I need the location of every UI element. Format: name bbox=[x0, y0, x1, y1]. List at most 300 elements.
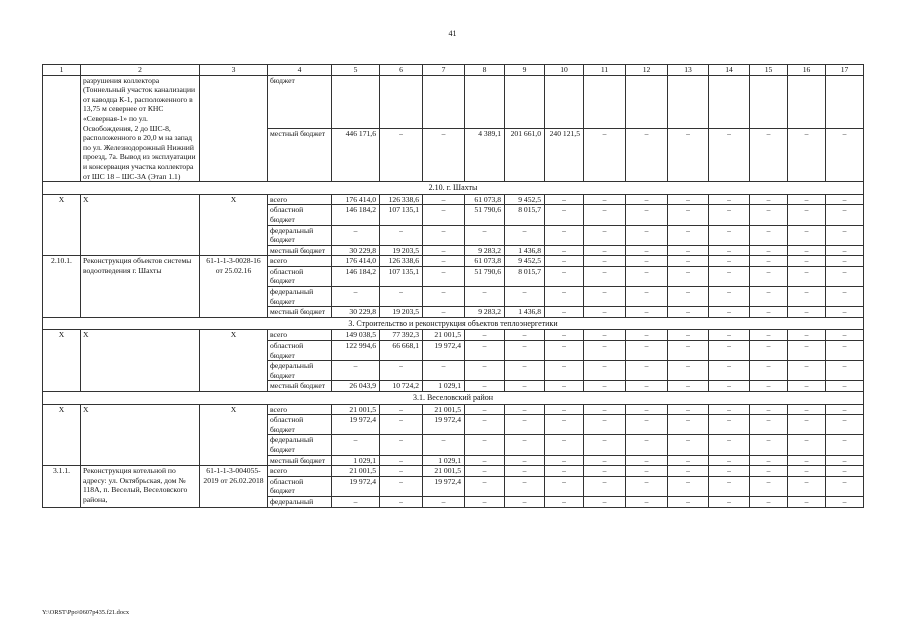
value-cell: 51 790,6 bbox=[465, 205, 505, 225]
value-cell: 51 790,6 bbox=[465, 266, 505, 286]
value-cell: – bbox=[545, 330, 584, 341]
value-cell: – bbox=[788, 128, 826, 181]
value-cell: 9 283,2 bbox=[465, 245, 505, 256]
funding-source-cell: местный бюджет bbox=[268, 307, 332, 318]
value-cell: – bbox=[750, 245, 788, 256]
value-cell: – bbox=[826, 361, 864, 381]
value-cell: – bbox=[709, 404, 750, 415]
value-cell: – bbox=[826, 307, 864, 318]
value-cell: – bbox=[750, 476, 788, 496]
value-cell: – bbox=[380, 404, 423, 415]
value-cell: – bbox=[465, 415, 505, 435]
value-cell: – bbox=[750, 455, 788, 466]
section-row bbox=[43, 317, 864, 330]
value-cell: – bbox=[788, 266, 826, 286]
value-cell: – bbox=[668, 455, 709, 466]
value-cell: 149 038,5 bbox=[332, 330, 380, 341]
value-cell: – bbox=[668, 330, 709, 341]
column-number-cell: 16 bbox=[788, 65, 826, 76]
value-cell: – bbox=[423, 245, 465, 256]
value-cell: – bbox=[826, 287, 864, 307]
value-cell: – bbox=[505, 415, 545, 435]
value-cell: – bbox=[505, 435, 545, 455]
budget-table bbox=[42, 64, 864, 508]
value-cell: – bbox=[750, 381, 788, 392]
column-number-cell: 9 bbox=[505, 65, 545, 76]
value-cell: – bbox=[626, 287, 668, 307]
funding-source-cell: местный бюджет bbox=[268, 128, 332, 181]
value-cell: – bbox=[750, 266, 788, 286]
value-cell: – bbox=[380, 361, 423, 381]
table-row bbox=[43, 330, 864, 341]
expertise-code-cell: 61-1-1-3-004055-2019 от 26.02.2018 bbox=[200, 466, 268, 507]
value-cell: – bbox=[584, 225, 626, 245]
funding-source-cell: всего bbox=[268, 256, 332, 267]
column-number-cell: 12 bbox=[626, 65, 668, 76]
value-cell: – bbox=[826, 381, 864, 392]
value-cell: – bbox=[584, 287, 626, 307]
value-cell: – bbox=[826, 330, 864, 341]
item-number-cell bbox=[43, 75, 81, 182]
value-cell: – bbox=[750, 466, 788, 477]
value-cell: – bbox=[380, 415, 423, 435]
value-cell: – bbox=[626, 128, 668, 181]
value-cell bbox=[668, 75, 709, 128]
value-cell: – bbox=[788, 225, 826, 245]
value-cell: – bbox=[545, 415, 584, 435]
value-cell: 10 724,2 bbox=[380, 381, 423, 392]
value-cell: – bbox=[423, 287, 465, 307]
value-cell: – bbox=[626, 307, 668, 318]
value-cell: 107 135,1 bbox=[380, 266, 423, 286]
value-cell: – bbox=[788, 415, 826, 435]
value-cell: – bbox=[788, 256, 826, 267]
value-cell: – bbox=[545, 194, 584, 205]
value-cell: 66 668,1 bbox=[380, 341, 423, 361]
section-title: 3.1. Веселовский район bbox=[43, 392, 864, 405]
value-cell: – bbox=[465, 496, 505, 507]
value-cell: – bbox=[465, 225, 505, 245]
value-cell: – bbox=[826, 225, 864, 245]
value-cell: – bbox=[626, 330, 668, 341]
value-cell: – bbox=[545, 307, 584, 318]
value-cell: 19 203,5 bbox=[380, 307, 423, 318]
value-cell: 19 972,4 bbox=[332, 415, 380, 435]
value-cell: 1 436,8 bbox=[505, 245, 545, 256]
value-cell: – bbox=[709, 330, 750, 341]
value-cell: – bbox=[709, 287, 750, 307]
value-cell: – bbox=[380, 128, 423, 181]
expertise-code-cell: Х bbox=[200, 194, 268, 256]
value-cell: – bbox=[750, 307, 788, 318]
value-cell: – bbox=[545, 404, 584, 415]
value-cell: – bbox=[826, 266, 864, 286]
value-cell: – bbox=[380, 455, 423, 466]
object-name-cell: Реконструкция объектов системы водоотведения г. Шахты bbox=[81, 256, 200, 318]
value-cell: – bbox=[750, 341, 788, 361]
value-cell: – bbox=[584, 307, 626, 318]
funding-source-cell: местный бюджет bbox=[268, 455, 332, 466]
value-cell: – bbox=[668, 205, 709, 225]
value-cell: – bbox=[423, 361, 465, 381]
value-cell: – bbox=[545, 205, 584, 225]
value-cell: – bbox=[788, 307, 826, 318]
value-cell: – bbox=[788, 341, 826, 361]
value-cell: – bbox=[788, 245, 826, 256]
value-cell: – bbox=[423, 266, 465, 286]
value-cell: – bbox=[709, 341, 750, 361]
value-cell: – bbox=[465, 287, 505, 307]
value-cell: 146 184,2 bbox=[332, 205, 380, 225]
expertise-code-cell: 61-1-1-3-0028-16 от 25.02.16 bbox=[200, 256, 268, 318]
header-row bbox=[43, 65, 864, 76]
value-cell: – bbox=[826, 256, 864, 267]
value-cell: – bbox=[584, 455, 626, 466]
value-cell: – bbox=[465, 455, 505, 466]
value-cell: – bbox=[750, 256, 788, 267]
value-cell bbox=[423, 75, 465, 128]
funding-source-cell: областной бюджет bbox=[268, 266, 332, 286]
column-number-cell: 4 bbox=[268, 65, 332, 76]
value-cell: – bbox=[826, 415, 864, 435]
value-cell: – bbox=[584, 128, 626, 181]
value-cell: – bbox=[668, 307, 709, 318]
value-cell: – bbox=[788, 381, 826, 392]
value-cell: – bbox=[465, 381, 505, 392]
column-number-cell: 7 bbox=[423, 65, 465, 76]
value-cell: – bbox=[584, 256, 626, 267]
column-number-cell: 15 bbox=[750, 65, 788, 76]
value-cell: – bbox=[584, 466, 626, 477]
funding-source-cell: федеральный бюджет bbox=[268, 435, 332, 455]
value-cell bbox=[545, 75, 584, 128]
value-cell: 30 229,8 bbox=[332, 245, 380, 256]
value-cell: – bbox=[709, 194, 750, 205]
value-cell: – bbox=[668, 415, 709, 435]
value-cell: – bbox=[584, 266, 626, 286]
value-cell: – bbox=[505, 455, 545, 466]
value-cell: 21 001,5 bbox=[423, 404, 465, 415]
funding-source-cell: бюджет bbox=[268, 75, 332, 128]
value-cell: – bbox=[626, 381, 668, 392]
table-body bbox=[43, 65, 864, 508]
value-cell: – bbox=[709, 476, 750, 496]
section-title: 3. Строительство и реконструкция объектов теплоэнергетики bbox=[43, 317, 864, 330]
value-cell: – bbox=[826, 435, 864, 455]
value-cell: – bbox=[709, 361, 750, 381]
value-cell: – bbox=[584, 496, 626, 507]
table-row bbox=[43, 194, 864, 205]
value-cell: – bbox=[826, 476, 864, 496]
value-cell: – bbox=[584, 404, 626, 415]
item-number-cell: 2.10.1. bbox=[43, 256, 81, 318]
value-cell: – bbox=[668, 341, 709, 361]
value-cell: – bbox=[465, 341, 505, 361]
value-cell: – bbox=[545, 245, 584, 256]
value-cell: – bbox=[423, 205, 465, 225]
funding-source-cell: федеральный bbox=[268, 496, 332, 507]
item-number-cell: Х bbox=[43, 194, 81, 256]
funding-source-cell: всего bbox=[268, 194, 332, 205]
object-name-cell: Х bbox=[81, 404, 200, 466]
value-cell: – bbox=[545, 435, 584, 455]
value-cell: – bbox=[545, 266, 584, 286]
column-number-cell: 6 bbox=[380, 65, 423, 76]
value-cell: – bbox=[788, 194, 826, 205]
value-cell: – bbox=[626, 435, 668, 455]
value-cell: – bbox=[668, 266, 709, 286]
value-cell: – bbox=[505, 466, 545, 477]
funding-source-cell: местный бюджет bbox=[268, 245, 332, 256]
object-name-cell: Х bbox=[81, 194, 200, 256]
value-cell: – bbox=[626, 256, 668, 267]
value-cell: – bbox=[668, 128, 709, 181]
file-path-footer: Y:\ORST\Ppo\0607p435.f21.docx bbox=[42, 609, 130, 616]
value-cell: 1 029,1 bbox=[423, 455, 465, 466]
value-cell: – bbox=[709, 381, 750, 392]
value-cell: – bbox=[505, 361, 545, 381]
value-cell: – bbox=[668, 466, 709, 477]
value-cell: – bbox=[584, 194, 626, 205]
value-cell: – bbox=[788, 476, 826, 496]
value-cell: – bbox=[545, 476, 584, 496]
page-number: 41 bbox=[448, 29, 457, 38]
value-cell: – bbox=[505, 496, 545, 507]
value-cell: – bbox=[584, 361, 626, 381]
expertise-code-cell: Х bbox=[200, 330, 268, 392]
table-row bbox=[43, 256, 864, 267]
value-cell: – bbox=[709, 266, 750, 286]
value-cell bbox=[465, 75, 505, 128]
funding-source-cell: федеральный бюджет bbox=[268, 361, 332, 381]
value-cell: – bbox=[750, 128, 788, 181]
value-cell: 1 029,1 bbox=[332, 455, 380, 466]
value-cell: – bbox=[709, 435, 750, 455]
value-cell: – bbox=[788, 466, 826, 477]
value-cell: 126 338,6 bbox=[380, 194, 423, 205]
value-cell: – bbox=[668, 404, 709, 415]
value-cell: – bbox=[788, 205, 826, 225]
value-cell: 4 389,1 bbox=[465, 128, 505, 181]
value-cell bbox=[332, 75, 380, 128]
value-cell: – bbox=[826, 466, 864, 477]
value-cell: – bbox=[423, 496, 465, 507]
value-cell bbox=[584, 75, 626, 128]
column-number-cell: 11 bbox=[584, 65, 626, 76]
value-cell: 122 994,6 bbox=[332, 341, 380, 361]
table-row bbox=[43, 75, 864, 128]
value-cell: – bbox=[750, 404, 788, 415]
value-cell bbox=[380, 75, 423, 128]
value-cell: 201 661,0 bbox=[505, 128, 545, 181]
value-cell: – bbox=[584, 205, 626, 225]
value-cell: – bbox=[423, 256, 465, 267]
value-cell: 8 015,7 bbox=[505, 205, 545, 225]
value-cell: – bbox=[465, 466, 505, 477]
value-cell: – bbox=[668, 225, 709, 245]
table-row bbox=[43, 466, 864, 477]
column-number-cell: 13 bbox=[668, 65, 709, 76]
value-cell: – bbox=[423, 307, 465, 318]
value-cell: – bbox=[465, 435, 505, 455]
column-number-cell: 17 bbox=[826, 65, 864, 76]
value-cell bbox=[750, 75, 788, 128]
value-cell: 107 135,1 bbox=[380, 205, 423, 225]
value-cell: 8 015,7 bbox=[505, 266, 545, 286]
section-row bbox=[43, 182, 864, 195]
value-cell: – bbox=[709, 256, 750, 267]
value-cell: – bbox=[505, 404, 545, 415]
item-number-cell: 3.1.1. bbox=[43, 466, 81, 507]
value-cell: – bbox=[668, 496, 709, 507]
value-cell: – bbox=[626, 245, 668, 256]
value-cell: – bbox=[332, 361, 380, 381]
value-cell: 21 001,5 bbox=[332, 466, 380, 477]
value-cell: – bbox=[750, 415, 788, 435]
value-cell: – bbox=[332, 287, 380, 307]
value-cell: 19 203,5 bbox=[380, 245, 423, 256]
value-cell: 9 452,5 bbox=[505, 194, 545, 205]
object-name-cell: разрушения коллектора (Тоннельный участок канализации от каводца К-1, расположенного в 13,75 м севернее от КНС «Северная-1» по ул. Освобождения, 2 до ШС-8, расположенного в 20,0 м на запад по ул. Железнодорожный Нижний проезд, 7а. Вывод из эксплуатации и консервация участка коллектора от ШС 18 – ШС-3А (Этап 1.1) bbox=[81, 75, 200, 182]
value-cell: – bbox=[545, 455, 584, 466]
value-cell: – bbox=[709, 496, 750, 507]
column-number-cell: 1 bbox=[43, 65, 81, 76]
value-cell: – bbox=[380, 476, 423, 496]
value-cell: – bbox=[505, 381, 545, 392]
value-cell: 146 184,2 bbox=[332, 266, 380, 286]
value-cell: – bbox=[668, 245, 709, 256]
funding-source-cell: федеральный бюджет bbox=[268, 287, 332, 307]
value-cell: – bbox=[626, 404, 668, 415]
funding-source-cell: областной бюджет bbox=[268, 205, 332, 225]
value-cell bbox=[788, 75, 826, 128]
value-cell bbox=[505, 75, 545, 128]
value-cell: – bbox=[545, 225, 584, 245]
value-cell: – bbox=[626, 194, 668, 205]
value-cell: – bbox=[626, 341, 668, 361]
value-cell: – bbox=[332, 225, 380, 245]
object-name-cell: Х bbox=[81, 330, 200, 392]
value-cell: – bbox=[465, 404, 505, 415]
table-row bbox=[43, 404, 864, 415]
value-cell: – bbox=[545, 381, 584, 392]
column-number-cell: 10 bbox=[545, 65, 584, 76]
funding-source-cell: местный бюджет bbox=[268, 381, 332, 392]
value-cell: – bbox=[709, 245, 750, 256]
value-cell: 61 073,8 bbox=[465, 256, 505, 267]
value-cell: – bbox=[826, 205, 864, 225]
value-cell bbox=[709, 75, 750, 128]
value-cell: – bbox=[709, 225, 750, 245]
funding-source-cell: всего bbox=[268, 404, 332, 415]
item-number-cell: Х bbox=[43, 404, 81, 466]
value-cell: – bbox=[380, 496, 423, 507]
value-cell: – bbox=[709, 466, 750, 477]
value-cell: – bbox=[380, 435, 423, 455]
value-cell: – bbox=[465, 330, 505, 341]
value-cell: – bbox=[788, 287, 826, 307]
funding-source-cell: областной бюджет bbox=[268, 476, 332, 496]
funding-source-cell: областной бюджет bbox=[268, 415, 332, 435]
value-cell: – bbox=[826, 404, 864, 415]
value-cell: – bbox=[505, 476, 545, 496]
value-cell: 19 972,4 bbox=[332, 476, 380, 496]
value-cell: – bbox=[505, 225, 545, 245]
value-cell: 26 043,9 bbox=[332, 381, 380, 392]
value-cell: – bbox=[584, 415, 626, 435]
value-cell: 9 452,5 bbox=[505, 256, 545, 267]
value-cell: 1 029,1 bbox=[423, 381, 465, 392]
value-cell: – bbox=[423, 225, 465, 245]
value-cell: 61 073,8 bbox=[465, 194, 505, 205]
value-cell: 21 001,5 bbox=[332, 404, 380, 415]
column-number-cell: 2 bbox=[81, 65, 200, 76]
value-cell: 240 121,5 bbox=[545, 128, 584, 181]
value-cell: – bbox=[505, 341, 545, 361]
column-number-cell: 8 bbox=[465, 65, 505, 76]
value-cell: – bbox=[750, 205, 788, 225]
value-cell bbox=[626, 75, 668, 128]
value-cell: – bbox=[668, 256, 709, 267]
funding-source-cell: всего bbox=[268, 466, 332, 477]
value-cell: – bbox=[750, 225, 788, 245]
value-cell: – bbox=[709, 455, 750, 466]
column-number-cell: 5 bbox=[332, 65, 380, 76]
value-cell: – bbox=[709, 307, 750, 318]
value-cell: – bbox=[788, 455, 826, 466]
value-cell: 176 414,0 bbox=[332, 194, 380, 205]
value-cell: – bbox=[709, 128, 750, 181]
value-cell: – bbox=[380, 466, 423, 477]
value-cell: – bbox=[788, 496, 826, 507]
funding-source-cell: федеральный бюджет bbox=[268, 225, 332, 245]
value-cell: 126 338,6 bbox=[380, 256, 423, 267]
value-cell: – bbox=[709, 205, 750, 225]
value-cell: – bbox=[750, 361, 788, 381]
item-number-cell: Х bbox=[43, 330, 81, 392]
value-cell: – bbox=[423, 128, 465, 181]
value-cell: – bbox=[584, 476, 626, 496]
value-cell: – bbox=[750, 287, 788, 307]
value-cell: – bbox=[626, 266, 668, 286]
value-cell: – bbox=[545, 341, 584, 361]
value-cell: – bbox=[788, 435, 826, 455]
column-number-cell: 3 bbox=[200, 65, 268, 76]
funding-source-cell: областной бюджет bbox=[268, 341, 332, 361]
value-cell: 21 001,5 bbox=[423, 330, 465, 341]
section-row bbox=[43, 392, 864, 405]
value-cell: – bbox=[626, 455, 668, 466]
value-cell: – bbox=[668, 476, 709, 496]
value-cell: 19 972,4 bbox=[423, 415, 465, 435]
value-cell: – bbox=[465, 361, 505, 381]
value-cell: – bbox=[668, 361, 709, 381]
value-cell: – bbox=[505, 330, 545, 341]
value-cell: – bbox=[545, 256, 584, 267]
value-cell: – bbox=[626, 361, 668, 381]
value-cell: – bbox=[750, 496, 788, 507]
value-cell: – bbox=[584, 330, 626, 341]
value-cell: – bbox=[380, 225, 423, 245]
value-cell: 446 171,6 bbox=[332, 128, 380, 181]
column-number-cell: 14 bbox=[709, 65, 750, 76]
section-title: 2.10. г. Шахты bbox=[43, 182, 864, 195]
value-cell: – bbox=[788, 330, 826, 341]
value-cell: – bbox=[332, 496, 380, 507]
value-cell: 1 436,8 bbox=[505, 307, 545, 318]
funding-source-cell: всего bbox=[268, 330, 332, 341]
value-cell: – bbox=[750, 194, 788, 205]
